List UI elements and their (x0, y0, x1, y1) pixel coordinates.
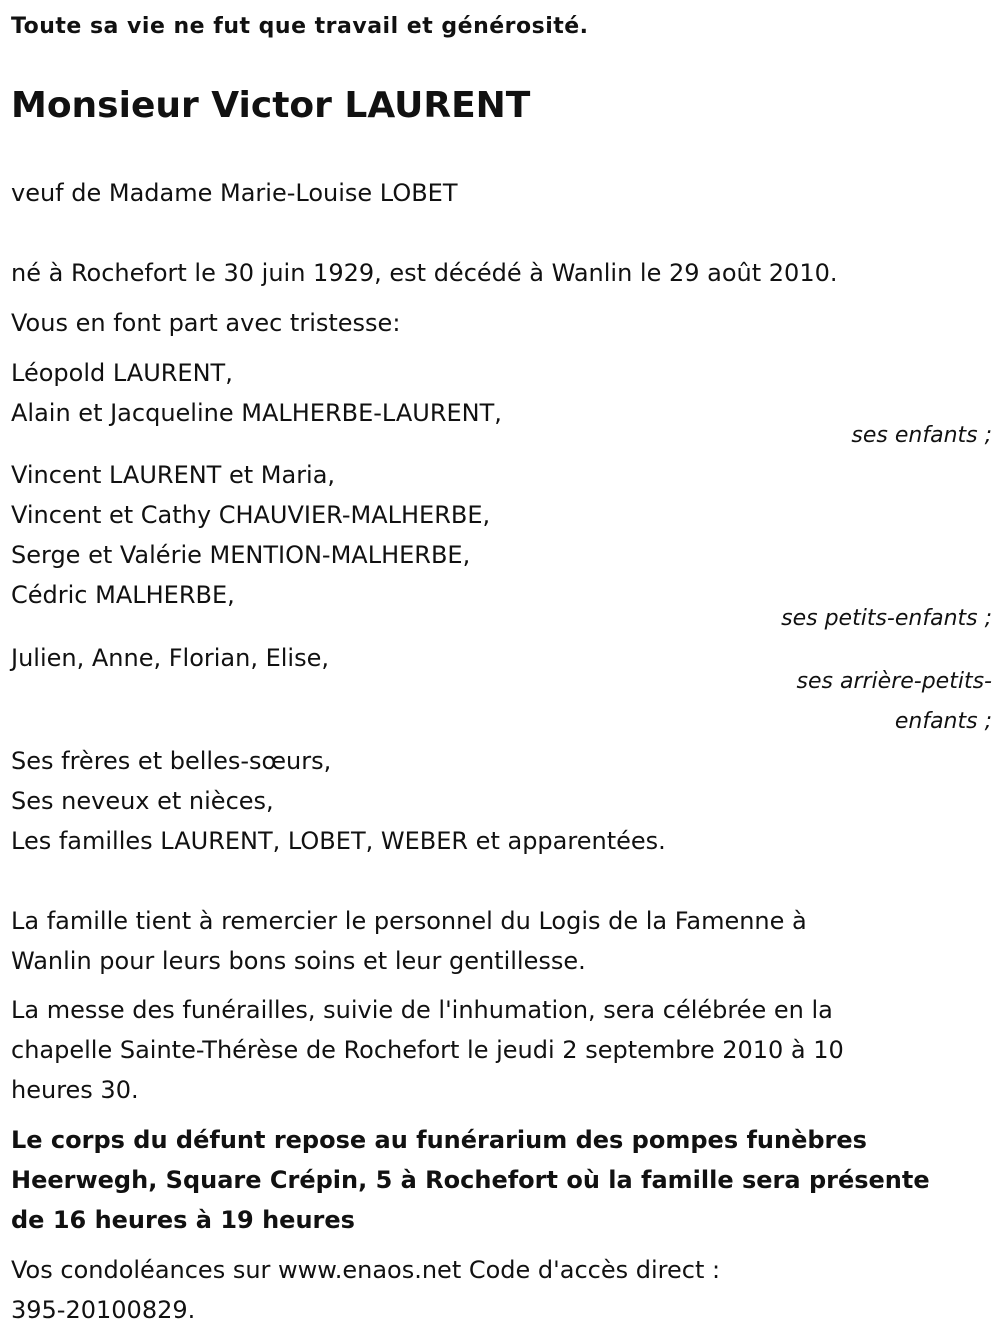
visitation-line: de 16 heures à 19 heures (11, 1206, 355, 1234)
condolences-line: Vos condoléances sur www.enaos.net Code d'accès direct : (11, 1256, 721, 1284)
great-grandchildren-label: enfants ; (894, 709, 992, 734)
funeral-line: La messe des funérailles, suivie de l'inhumation, sera célébrée en la (11, 996, 833, 1024)
grandchild-name: Serge et Valérie MENTION-MALHERBE, (11, 541, 471, 569)
child-name: Alain et Jacqueline MALHERBE-LAURENT, (11, 399, 502, 427)
funeral-line: chapelle Sainte-Thérèse de Rochefort le jeudi 2 septembre 2010 à 10 (11, 1036, 844, 1064)
condolences-code: 395-20100829. (11, 1296, 196, 1324)
grandchild-name: Vincent et Cathy CHAUVIER-MALHERBE, (11, 501, 491, 529)
children-label: ses enfants ; (851, 423, 992, 448)
visitation-line: Le corps du défunt repose au funérarium des pompes funèbres (11, 1126, 867, 1154)
motto: Toute sa vie ne fut que travail et générosité. (11, 14, 589, 39)
deceased-name: Monsieur Victor LAURENT (11, 85, 531, 126)
birth-death-line: né à Rochefort le 30 juin 1929, est décédé à Wanlin le 29 août 2010. (11, 259, 838, 287)
thanks-line: Wanlin pour leurs bons soins et leur gentillesse. (11, 947, 586, 975)
spouse-line: veuf de Madame Marie-Louise LOBET (11, 179, 458, 207)
great-grandchildren-label: ses arrière-petits- (796, 669, 992, 694)
announce-intro: Vous en font part avec tristesse: (11, 309, 401, 337)
relatives-line: Ses frères et belles-sœurs, (11, 747, 332, 775)
grandchildren-label: ses petits-enfants ; (781, 606, 992, 631)
thanks-line: La famille tient à remercier le personnel du Logis de la Famenne à (11, 907, 807, 935)
great-grandchild-name: Julien, Anne, Florian, Elise, (11, 644, 329, 672)
visitation-line: Heerwegh, Square Crépin, 5 à Rochefort où la famille sera présente (11, 1166, 930, 1194)
grandchild-name: Vincent LAURENT et Maria, (11, 461, 336, 489)
grandchild-name: Cédric MALHERBE, (11, 581, 235, 609)
child-name: Léopold LAURENT, (11, 359, 233, 387)
relatives-line: Les familles LAURENT, LOBET, WEBER et apparentées. (11, 827, 666, 855)
relatives-line: Ses neveux et nièces, (11, 787, 274, 815)
funeral-line: heures 30. (11, 1076, 139, 1104)
